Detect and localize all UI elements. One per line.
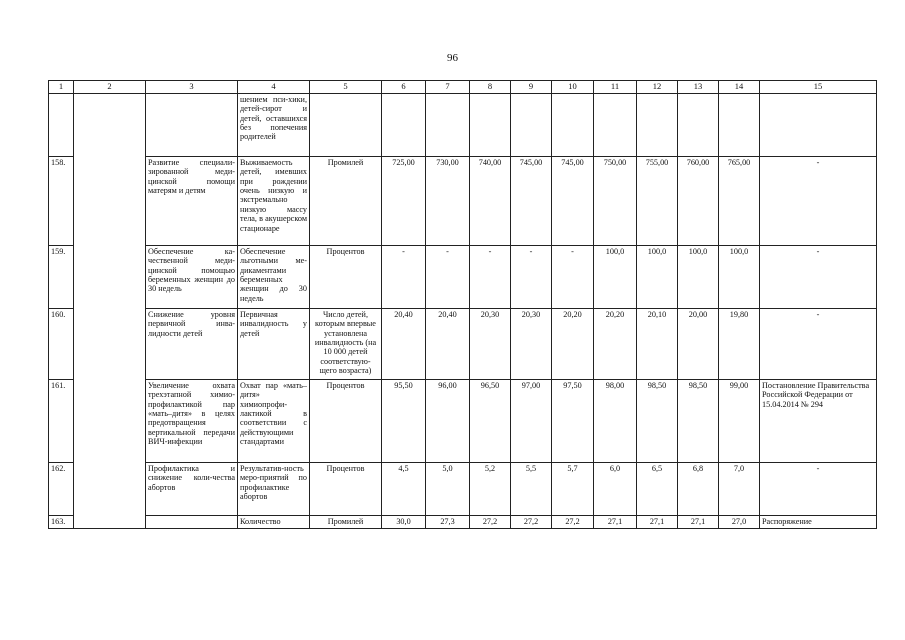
table-row [49, 245, 877, 308]
column-header: 4 [238, 81, 310, 94]
value-cell: 99,00 [719, 379, 760, 462]
table-row [49, 379, 877, 462]
basis-cell: Постановление Правительства Российской Федерации от 15.04.2014 № 294 [760, 379, 877, 462]
value-cell: 5,7 [552, 462, 594, 515]
value-cell: 98,50 [678, 379, 719, 462]
value-cell: 20,40 [382, 308, 426, 379]
column-header: 7 [426, 81, 470, 94]
value-cell: 97,50 [552, 379, 594, 462]
value-cell: 6,5 [637, 462, 678, 515]
value-cell [470, 93, 511, 156]
value-cell [552, 93, 594, 156]
value-cell: 5,2 [470, 462, 511, 515]
value-cell: 20,10 [637, 308, 678, 379]
row-number: 160. [49, 308, 74, 379]
value-cell [426, 93, 470, 156]
value-cell: 7,0 [719, 462, 760, 515]
value-cell: 20,20 [552, 308, 594, 379]
value-cell: 100,0 [594, 245, 637, 308]
value-cell: 730,00 [426, 156, 470, 245]
unit-cell: Процентов [310, 245, 382, 308]
column-header: 13 [678, 81, 719, 94]
value-cell: 100,0 [678, 245, 719, 308]
page-number: 96 [447, 52, 458, 64]
value-cell: 4,5 [382, 462, 426, 515]
measure-cell: Увеличение охвата трехэтапной химио-профилактикой пар «мать–дитя» в целях предотвращения вертикальной передачи ВИЧ-инфекции [146, 379, 238, 462]
value-cell: 5,0 [426, 462, 470, 515]
value-cell: 96,00 [426, 379, 470, 462]
value-cell: 27,2 [511, 515, 552, 528]
value-cell: 6,8 [678, 462, 719, 515]
value-cell: 725,00 [382, 156, 426, 245]
basis-cell: - [760, 462, 877, 515]
value-cell: 27,1 [678, 515, 719, 528]
value-cell: 27,1 [594, 515, 637, 528]
value-cell: 20,30 [470, 308, 511, 379]
column-header: 5 [310, 81, 382, 94]
value-cell: 27,2 [552, 515, 594, 528]
column-header: 11 [594, 81, 637, 94]
indicator-cell: Первичная инвалидность у детей [238, 308, 310, 379]
value-cell: 27,0 [719, 515, 760, 528]
value-cell: 740,00 [470, 156, 511, 245]
value-cell: - [470, 245, 511, 308]
basis-cell: Распоряжение [760, 515, 877, 528]
value-cell: 100,0 [637, 245, 678, 308]
row-number: 161. [49, 379, 74, 462]
unit-cell: Число детей, которым впервые установлена инвалидность (на 10 000 детей соответствую-щего возраста) [310, 308, 382, 379]
unit-cell: Процентов [310, 379, 382, 462]
value-cell: 750,00 [594, 156, 637, 245]
table-row [49, 93, 877, 156]
row-number: 159. [49, 245, 74, 308]
basis-cell: - [760, 245, 877, 308]
value-cell [511, 93, 552, 156]
column-header: 10 [552, 81, 594, 94]
value-cell: - [382, 245, 426, 308]
value-cell: 760,00 [678, 156, 719, 245]
column-header: 2 [74, 81, 146, 94]
value-cell [594, 93, 637, 156]
value-cell: 745,00 [552, 156, 594, 245]
value-cell: 20,20 [594, 308, 637, 379]
column-header: 6 [382, 81, 426, 94]
unit-cell: Процентов [310, 462, 382, 515]
table-row [49, 156, 877, 245]
row-number [49, 93, 74, 156]
value-cell: 27,2 [470, 515, 511, 528]
row-number: 158. [49, 156, 74, 245]
indicator-cell: Охват пар «мать–дитя» химиопрофи-лактикой в соответствии с действующими стандартами [238, 379, 310, 462]
unit-cell [310, 93, 382, 156]
value-cell: 96,50 [470, 379, 511, 462]
value-cell: - [552, 245, 594, 308]
measure-cell: Снижение уровня первичной инва-лидности детей [146, 308, 238, 379]
indicator-cell: Выживаемость детей, имевших при рождении очень низкую и экстремально низкую массу тела, в акушерском стационаре [238, 156, 310, 245]
basis-cell: - [760, 156, 877, 245]
value-cell: 20,00 [678, 308, 719, 379]
value-cell: 97,00 [511, 379, 552, 462]
value-cell: 98,00 [594, 379, 637, 462]
value-cell: - [426, 245, 470, 308]
value-cell: 765,00 [719, 156, 760, 245]
value-cell: 20,30 [511, 308, 552, 379]
table-row [49, 462, 877, 515]
value-cell: 98,50 [637, 379, 678, 462]
value-cell: 6,0 [594, 462, 637, 515]
measure-cell: Развитие специали-зированной меди-цинской помощи матерям и детям [146, 156, 238, 245]
program-cell [74, 93, 146, 528]
indicator-cell: Обеспечение льготными ме-дикаментами беременных женщин до 30 недель [238, 245, 310, 308]
value-cell: 5,5 [511, 462, 552, 515]
column-header: 1 [49, 81, 74, 94]
value-cell [719, 93, 760, 156]
measure-cell [146, 515, 238, 528]
column-header: 14 [719, 81, 760, 94]
measure-cell [146, 93, 238, 156]
value-cell [382, 93, 426, 156]
value-cell: 755,00 [637, 156, 678, 245]
value-cell [637, 93, 678, 156]
measure-cell: Профилактика и снижение коли-чества абортов [146, 462, 238, 515]
unit-cell: Промилей [310, 156, 382, 245]
value-cell: - [511, 245, 552, 308]
column-header: 9 [511, 81, 552, 94]
row-number: 163. [49, 515, 74, 528]
table-row [49, 515, 877, 528]
measure-cell: Обеспечение ка-чественной меди-цинской помощью беременных женщин до 30 недель [146, 245, 238, 308]
value-cell [678, 93, 719, 156]
indicator-cell: Результатив-ность меро-приятий по профилактике абортов [238, 462, 310, 515]
indicator-cell: шением пси-хики, детей-сирот и детей, оставшихся без попечения родителей [238, 93, 310, 156]
unit-cell: Промилей [310, 515, 382, 528]
value-cell: 95,50 [382, 379, 426, 462]
value-cell: 100,0 [719, 245, 760, 308]
basis-cell: - [760, 308, 877, 379]
value-cell: 27,3 [426, 515, 470, 528]
value-cell: 30,0 [382, 515, 426, 528]
column-header: 8 [470, 81, 511, 94]
column-number-row [49, 81, 877, 94]
column-header: 12 [637, 81, 678, 94]
column-header: 3 [146, 81, 238, 94]
value-cell: 19,80 [719, 308, 760, 379]
row-number: 162. [49, 462, 74, 515]
column-header: 15 [760, 81, 877, 94]
value-cell: 20,40 [426, 308, 470, 379]
indicator-cell: Количество [238, 515, 310, 528]
value-cell: 27,1 [637, 515, 678, 528]
indicators-table [48, 80, 877, 529]
table-row [49, 308, 877, 379]
value-cell: 745,00 [511, 156, 552, 245]
basis-cell [760, 93, 877, 156]
